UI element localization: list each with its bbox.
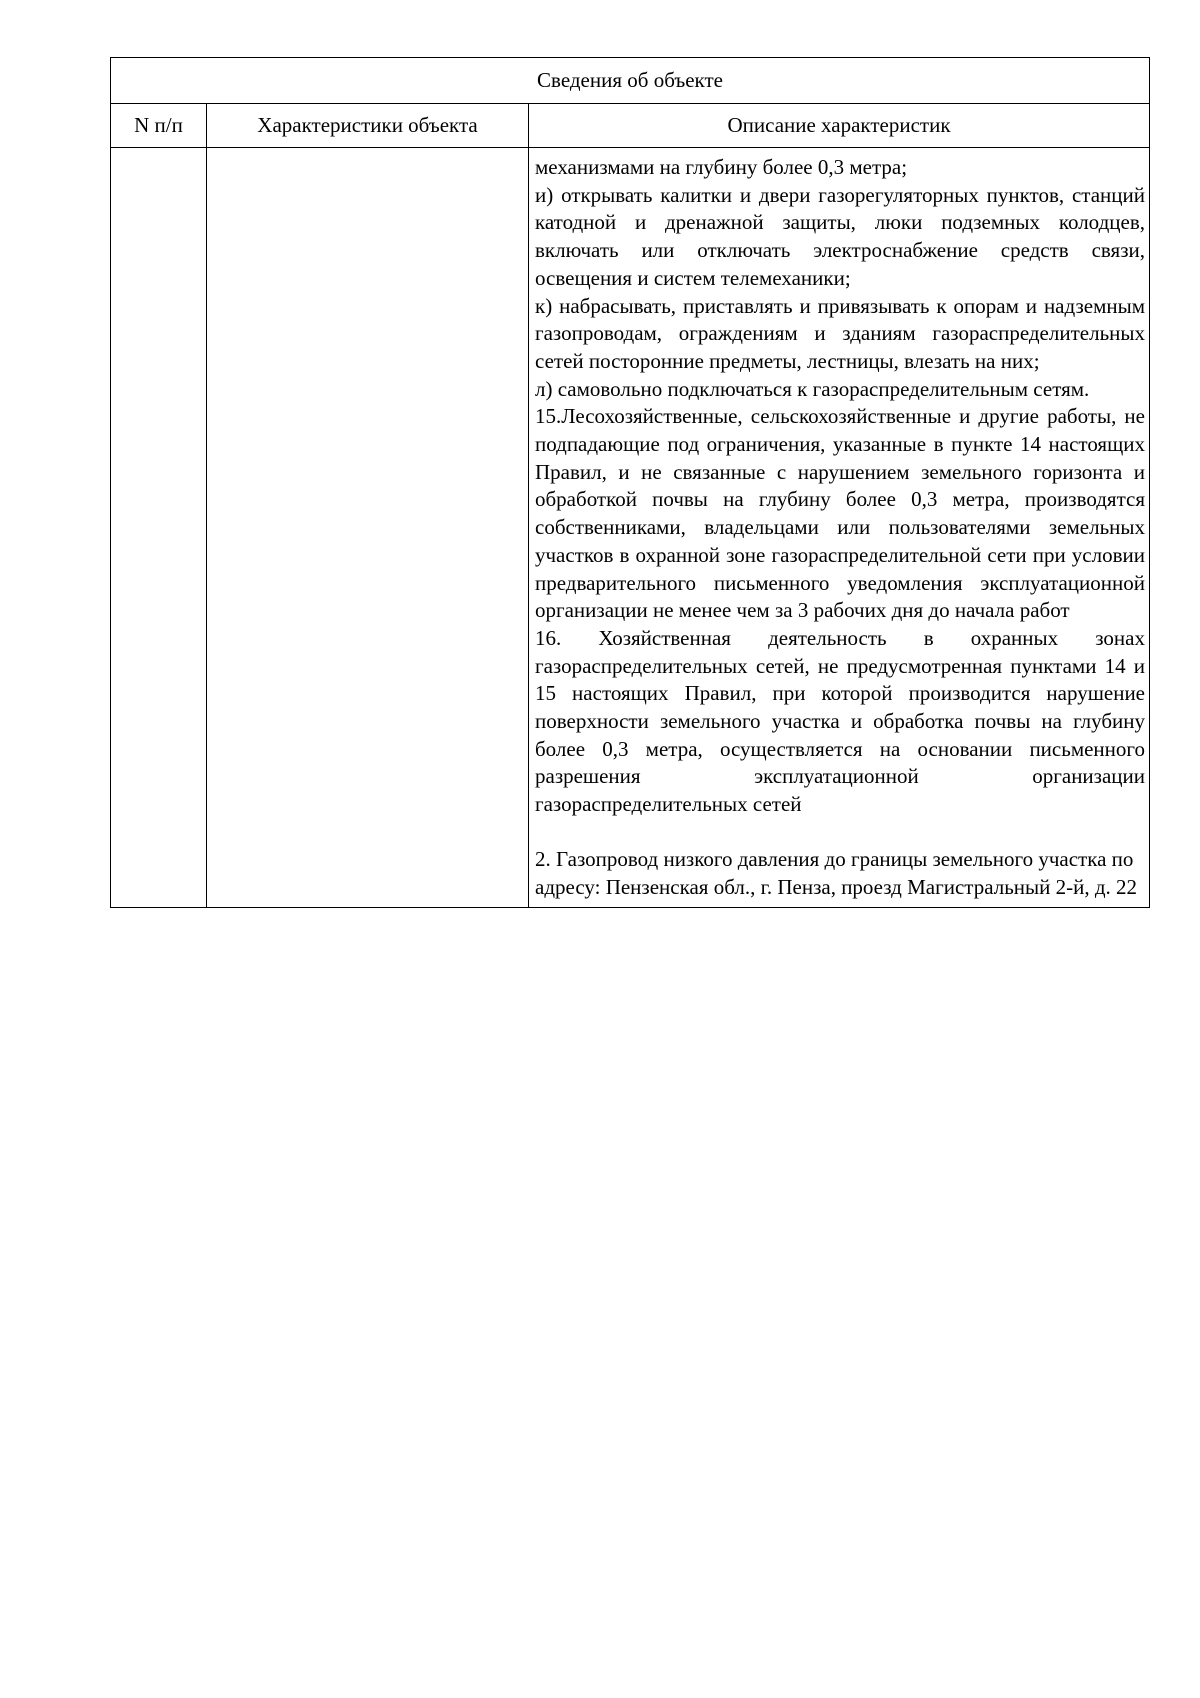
object-info-table [110, 57, 1150, 908]
table-caption: Сведения об объекте [111, 58, 1149, 104]
cell-characteristics [207, 148, 529, 907]
spacer [535, 819, 1145, 846]
header-characteristics: Характеристики объекта [207, 104, 529, 147]
paragraph-item-i: и) открывать калитки и двери газорегуляторных пунктов, станций катодной и дренажной защиты, люки подземных колодцев, включать или отключать электроснабжение средств связи, освещения и систем телемеханики; [535, 182, 1145, 290]
header-number: N п/п [111, 104, 207, 147]
cell-description [529, 148, 1149, 907]
header-description: Описание характеристик [727, 113, 951, 137]
table-header-row [111, 104, 1149, 148]
cell-number [111, 148, 207, 907]
paragraph-item-l: л) самовольно подключаться к газораспределительным сетям. [535, 376, 1090, 401]
paragraph-0: механизмами на глубину более 0,3 метра; [535, 155, 908, 179]
paragraph-item-k: к) набрасывать, приставлять и привязывать к опорам и надземным газопроводам, ограждениям и зданиям газораспределительных сетей посторонние предметы, лестницы, влезать на них; [535, 293, 1145, 373]
paragraph-15: 15.Лесохозяйственные, сельскохозяйственные и другие работы, не подпадающие под ограничения, указанные в пункте 14 настоящих Правил, и не связанные с нарушением земельного горизонта и обработкой почвы на глубину более 0,3 метра, производятся собственниками, владельцами или пользователями земельных участков в охранной зоне газораспределительной сети при условии предварительного письменного уведомления эксплуатационной организации не менее чем за 3 рабочих дня до начала работ [535, 404, 1145, 623]
paragraph-16: 16. Хозяйственная деятельность в охранных зонах газораспределительных сетей, не предусмотренная пунктами 14 и 15 настоящих Правил, при которой производится нарушение поверхности земельного участка и обработка почвы на глубину более 0,3 метра, осуществляется на основании письменного разрешения эксплуатационной организации газораспределительных сетей [535, 625, 1145, 817]
paragraph-pipeline: 2. Газопровод низкого давления до границы земельного участка по адресу: Пензенская обл., г. Пенза, проезд Магистральный 2-й, д. 22 [535, 846, 1138, 899]
table-row [111, 148, 1149, 907]
